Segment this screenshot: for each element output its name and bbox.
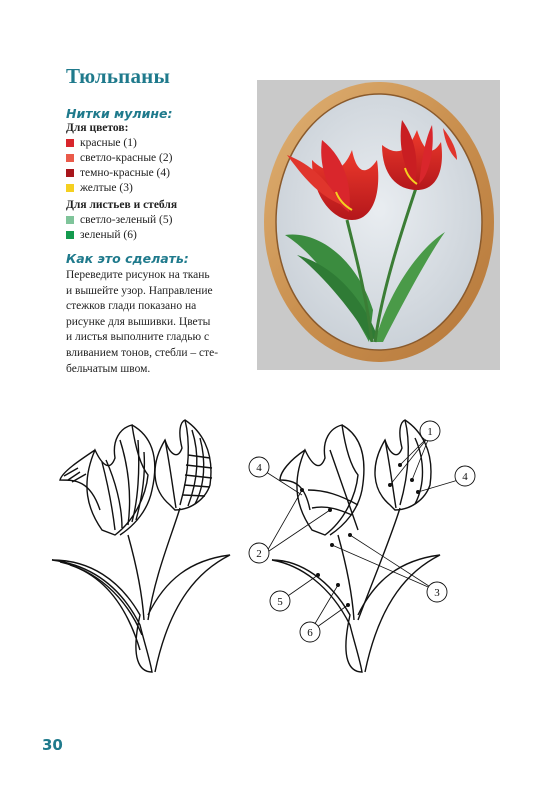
embroidery-photo xyxy=(257,80,500,370)
thread-item xyxy=(66,167,170,179)
thread-label: светло-красные (2) xyxy=(80,152,173,164)
howto-heading: Как это сделать: xyxy=(66,251,189,266)
howto-line: рисунке для вышивки. Цветы xyxy=(66,315,211,328)
thread-label: красные (1) xyxy=(80,137,137,149)
callout-label: 3 xyxy=(434,587,440,599)
color-swatch xyxy=(66,169,74,177)
tulip-outline-drawing xyxy=(40,410,240,680)
howto-text xyxy=(66,268,258,377)
color-swatch xyxy=(66,216,74,224)
callout-label: 1 xyxy=(427,426,433,438)
threads-heading: Нитки мулине: xyxy=(66,106,173,121)
thread-label: зеленый (6) xyxy=(80,229,137,241)
howto-line: стежков глади показано на xyxy=(66,300,197,313)
color-swatch xyxy=(66,154,74,162)
callout-label: 5 xyxy=(277,596,283,608)
thread-label: светло-зеленый (5) xyxy=(80,214,173,226)
page-number: 30 xyxy=(42,736,63,754)
howto-line: и вышейте узор. Направление xyxy=(66,284,213,297)
color-swatch xyxy=(66,139,74,147)
thread-item xyxy=(66,214,172,226)
thread-item xyxy=(66,137,137,149)
callout-label: 4 xyxy=(256,462,262,474)
color-swatch xyxy=(66,184,74,192)
howto-line: бельчатым швом. xyxy=(66,362,151,375)
leaves-heading: Для листьев и стебля xyxy=(66,199,178,211)
callout-label: 6 xyxy=(307,627,313,639)
thread-item xyxy=(66,229,137,241)
howto-line: и листья выполните гладью с xyxy=(66,331,210,344)
thread-item xyxy=(66,182,133,194)
callout-label: 2 xyxy=(256,548,262,560)
thread-item xyxy=(66,152,172,164)
flowers-heading: Для цветов: xyxy=(66,122,129,134)
color-swatch xyxy=(66,231,74,239)
howto-line: вливанием тонов, стебли – сте- xyxy=(66,346,219,359)
callout-label: 4 xyxy=(462,471,468,483)
stitch-diagram xyxy=(240,410,490,680)
thread-label: желтые (3) xyxy=(80,182,133,194)
howto-line: Переведите рисунок на ткань xyxy=(66,269,210,281)
thread-label: темно-красные (4) xyxy=(80,167,170,179)
page-title: Тюльпаны xyxy=(66,64,171,88)
